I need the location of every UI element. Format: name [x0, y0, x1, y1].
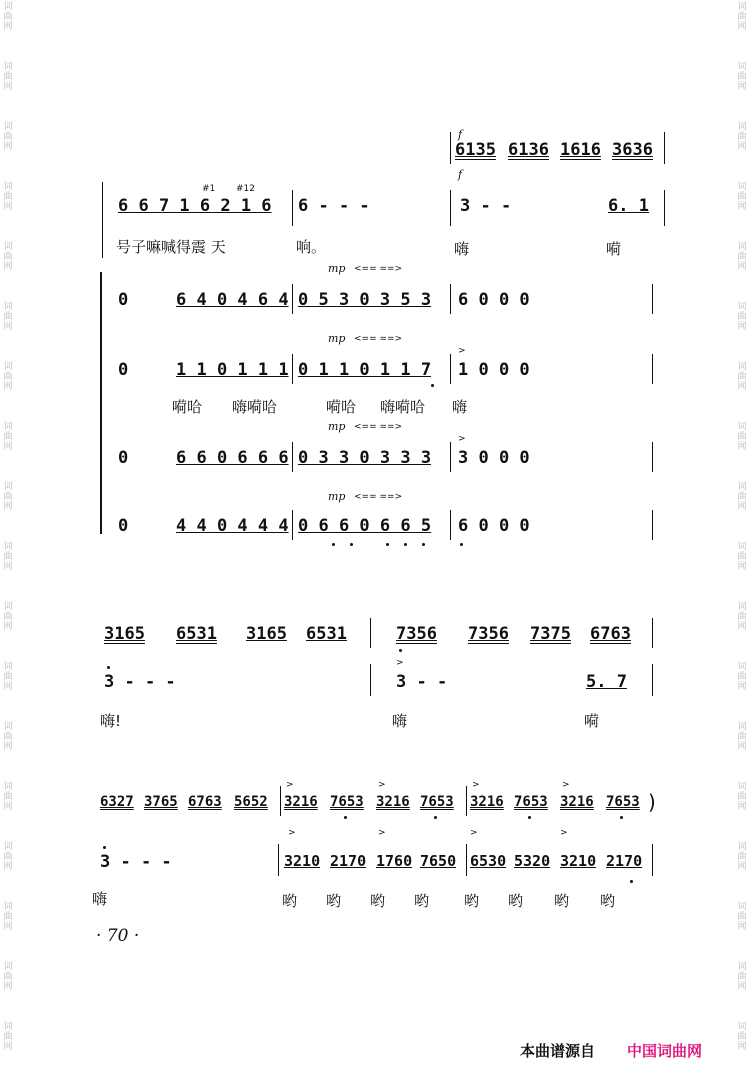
barline	[652, 354, 653, 384]
accompaniment-group: 6135	[455, 140, 496, 160]
choir-measure: 6 6 0 6 6 6	[176, 448, 289, 468]
slur-end: )	[648, 790, 656, 814]
barline	[652, 284, 653, 314]
barline	[450, 132, 451, 164]
dynamic-mp: mp	[328, 420, 346, 433]
accent-mark: >	[458, 434, 466, 444]
barline	[450, 284, 451, 314]
accent-mark: >	[396, 658, 404, 668]
watermark-mark: 词 曲 网	[3, 662, 13, 692]
accent-mark: >	[288, 828, 296, 838]
accompaniment-group: 6136	[508, 140, 549, 160]
lyric: 响。	[296, 238, 327, 256]
lyric: 哟	[600, 892, 616, 910]
lyric: 嗨嗬哈	[380, 398, 426, 416]
accompaniment-group: 7653	[606, 794, 640, 810]
melody-group: 6530	[470, 852, 507, 870]
accompaniment-group: 5652	[234, 794, 268, 810]
watermark-mark: 词 曲 网	[737, 362, 747, 392]
choir-rest: 0	[118, 290, 129, 310]
watermark-mark: 词 曲 网	[737, 2, 747, 32]
watermark-mark: 词 曲 网	[3, 122, 13, 152]
hairpin: <== ==>	[354, 422, 403, 432]
watermark-mark: 词 曲 网	[3, 182, 13, 212]
accompaniment-group: 7356	[396, 624, 437, 644]
melody-measure: 6. 1	[608, 196, 649, 216]
watermark-mark: 词 曲 网	[737, 122, 747, 152]
lyric: 嗬	[584, 712, 600, 730]
low-octave-dot	[434, 816, 437, 819]
accompaniment-group: 6531	[176, 624, 217, 644]
choir-measure: 1 1 0 1 1 1	[176, 360, 289, 380]
choir-measure: 6 4 0 4 6 4	[176, 290, 289, 310]
accompaniment-group: 3636	[612, 140, 653, 160]
watermark-mark: 词 曲 网	[3, 542, 13, 572]
barline	[450, 190, 451, 226]
low-octave-dot	[620, 816, 623, 819]
lyric: 嗨	[454, 240, 470, 258]
barline	[652, 442, 653, 472]
dynamic-mp: mp	[328, 490, 346, 503]
melody-group: 1760	[376, 852, 413, 870]
low-octave-dot	[404, 543, 407, 546]
low-octave-dot	[350, 543, 353, 546]
accompaniment-group: 7653	[514, 794, 548, 810]
accompaniment-group: 3216	[376, 794, 410, 810]
lyric: 嗨	[392, 712, 408, 730]
barline	[652, 844, 653, 876]
watermark-mark: 词 曲 网	[737, 722, 747, 752]
watermark-mark: 词 曲 网	[3, 962, 13, 992]
melody-measure: 6 - - -	[298, 196, 370, 216]
watermark-mark: 词 曲 网	[737, 182, 747, 212]
accent-mark: >	[472, 780, 480, 790]
choir-rest: 0	[118, 516, 129, 536]
accompaniment-group: 7356	[468, 624, 509, 644]
barline	[370, 618, 371, 648]
choir-measure: 0 6 6 0 6 6 5	[298, 516, 432, 536]
accompaniment-group: 6763	[188, 794, 222, 810]
dynamic-mp: mp	[328, 332, 346, 345]
right-watermark-strip	[734, 0, 750, 1086]
watermark-mark: 词 曲 网	[737, 482, 747, 512]
watermark-mark: 词 曲 网	[737, 662, 747, 692]
lyric: 哟	[464, 892, 480, 910]
barline	[652, 618, 653, 648]
watermark-mark: 词 曲 网	[737, 422, 747, 452]
barline	[450, 354, 451, 384]
watermark-mark: 词 曲 网	[3, 302, 13, 332]
accompaniment-group: 3165	[246, 624, 287, 644]
barline	[292, 190, 293, 226]
accompaniment-group: 6327	[100, 794, 134, 810]
low-octave-dot	[332, 543, 335, 546]
accompaniment-group: 7375	[530, 624, 571, 644]
barline	[652, 664, 653, 696]
accent-mark: >	[286, 780, 294, 790]
accompaniment-group: 3165	[104, 624, 145, 644]
low-octave-dot	[528, 816, 531, 819]
watermark-mark: 词 曲 网	[3, 842, 13, 872]
accompaniment-group: 3765	[144, 794, 178, 810]
accent-mark: >	[470, 828, 478, 838]
choir-measure: 0 1 1 0 1 1 7	[298, 360, 432, 380]
low-octave-dot	[399, 649, 402, 652]
choir-measure: 1 0 0 0	[458, 360, 530, 380]
watermark-mark: 词 曲 网	[3, 602, 13, 632]
low-octave-dot	[344, 816, 347, 819]
watermark-mark: 词 曲 网	[3, 482, 13, 512]
watermark-mark: 词 曲 网	[3, 902, 13, 932]
choir-brace	[100, 272, 102, 534]
dynamic-forte: f	[458, 128, 463, 141]
watermark-mark: 词 曲 网	[737, 1022, 747, 1052]
accompaniment-group: 3216	[560, 794, 594, 810]
lyric: 号子嘛喊得震 天	[116, 238, 226, 256]
dynamic-forte: f	[458, 168, 463, 181]
choir-measure: 0 3 3 0 3 3 3	[298, 448, 432, 468]
barline	[664, 132, 665, 164]
melody-measure: 5. 7	[586, 672, 627, 692]
barline	[450, 442, 451, 472]
choir-measure: 0 5 3 0 3 5 3	[298, 290, 432, 310]
lyric: 嗨	[452, 398, 468, 416]
watermark-mark: 词 曲 网	[737, 62, 747, 92]
barline	[292, 354, 293, 384]
watermark-mark: 词 曲 网	[3, 2, 13, 32]
high-octave-dot	[107, 666, 110, 669]
watermark-mark: 词 曲 网	[3, 242, 13, 272]
barline	[278, 844, 279, 876]
barline	[466, 844, 467, 876]
system-bracket	[102, 182, 103, 258]
left-watermark-strip	[0, 0, 16, 1086]
low-octave-dot	[386, 543, 389, 546]
barline	[652, 510, 653, 540]
lyric: 嗨	[92, 890, 108, 908]
watermark-mark: 词 曲 网	[3, 782, 13, 812]
choir-measure: 4 4 0 4 4 4	[176, 516, 289, 536]
barline	[370, 664, 371, 696]
melody-group: 3210	[560, 852, 597, 870]
accompaniment-group: 3216	[284, 794, 318, 810]
watermark-mark: 词 曲 网	[737, 302, 747, 332]
watermark-mark: 词 曲 网	[737, 602, 747, 632]
lyric: 嗨!	[100, 712, 122, 730]
melody-group: 7650	[420, 852, 457, 870]
melody-group: 5320	[514, 852, 551, 870]
choir-measure: 6 0 0 0	[458, 516, 530, 536]
ornament-mark: #1	[202, 184, 216, 194]
watermark-mark: 词 曲 网	[737, 242, 747, 272]
barline	[664, 190, 665, 226]
accompaniment-group: 3216	[470, 794, 504, 810]
dynamic-mp: mp	[328, 262, 346, 275]
barline	[292, 510, 293, 540]
melody-measure: 3 - -	[460, 196, 512, 216]
accent-mark: >	[458, 346, 466, 356]
lyric: 哟	[326, 892, 342, 910]
lyric: 嗨嗬哈	[232, 398, 278, 416]
accompaniment-group: 6531	[306, 624, 347, 644]
barline	[292, 442, 293, 472]
melody-group: 2170	[606, 852, 643, 870]
accompaniment-group: 6763	[590, 624, 631, 644]
choir-rest: 0	[118, 360, 129, 380]
hairpin: <== ==>	[354, 492, 403, 502]
watermark-mark: 词 曲 网	[737, 902, 747, 932]
melody-group: 3210	[284, 852, 321, 870]
lyric: 嗬哈	[326, 398, 357, 416]
watermark-mark: 词 曲 网	[3, 722, 13, 752]
melody-measure: 3 - - -	[104, 672, 176, 692]
watermark-mark: 词 曲 网	[737, 542, 747, 572]
high-octave-dot	[103, 846, 106, 849]
low-octave-dot	[460, 543, 463, 546]
choir-measure: 3 0 0 0	[458, 448, 530, 468]
accompaniment-group: 7653	[330, 794, 364, 810]
page-number: · 70 ·	[96, 926, 140, 946]
watermark-mark: 词 曲 网	[737, 782, 747, 812]
accent-mark: >	[562, 780, 570, 790]
footer-site-link[interactable]: 中国词曲网	[627, 1042, 703, 1060]
barline	[450, 510, 451, 540]
accent-mark: >	[378, 780, 386, 790]
watermark-mark: 词 曲 网	[3, 62, 13, 92]
lyric: 嗬哈	[172, 398, 203, 416]
lyric: 哟	[370, 892, 386, 910]
low-octave-dot	[630, 880, 633, 883]
watermark-mark: 词 曲 网	[3, 422, 13, 452]
lyric: 嗬	[606, 240, 622, 258]
melody-measure: 6 6 7 1 6 2 1 6	[118, 196, 272, 216]
choir-rest: 0	[118, 448, 129, 468]
lyric: 哟	[282, 892, 298, 910]
watermark-mark: 词 曲 网	[737, 842, 747, 872]
accompaniment-group: 1616	[560, 140, 601, 160]
accompaniment-group: 7653	[420, 794, 454, 810]
accent-mark: >	[560, 828, 568, 838]
hairpin: <== ==>	[354, 264, 403, 274]
low-octave-dot	[431, 384, 434, 387]
melody-measure: 3 - - -	[100, 852, 172, 872]
lyric: 哟	[508, 892, 524, 910]
hairpin: <== ==>	[354, 334, 403, 344]
lyric: 哟	[554, 892, 570, 910]
barline	[292, 284, 293, 314]
melody-measure: 3 - -	[396, 672, 448, 692]
ornament-mark: #12	[236, 184, 255, 194]
barline	[466, 786, 467, 816]
accent-mark: >	[378, 828, 386, 838]
barline	[280, 786, 281, 816]
choir-measure: 6 0 0 0	[458, 290, 530, 310]
footer-source-label: 本曲谱源自	[520, 1042, 596, 1060]
watermark-mark: 词 曲 网	[737, 962, 747, 992]
low-octave-dot	[422, 543, 425, 546]
lyric: 哟	[414, 892, 430, 910]
watermark-mark: 词 曲 网	[3, 362, 13, 392]
watermark-mark: 词 曲 网	[3, 1022, 13, 1052]
melody-group: 2170	[330, 852, 367, 870]
